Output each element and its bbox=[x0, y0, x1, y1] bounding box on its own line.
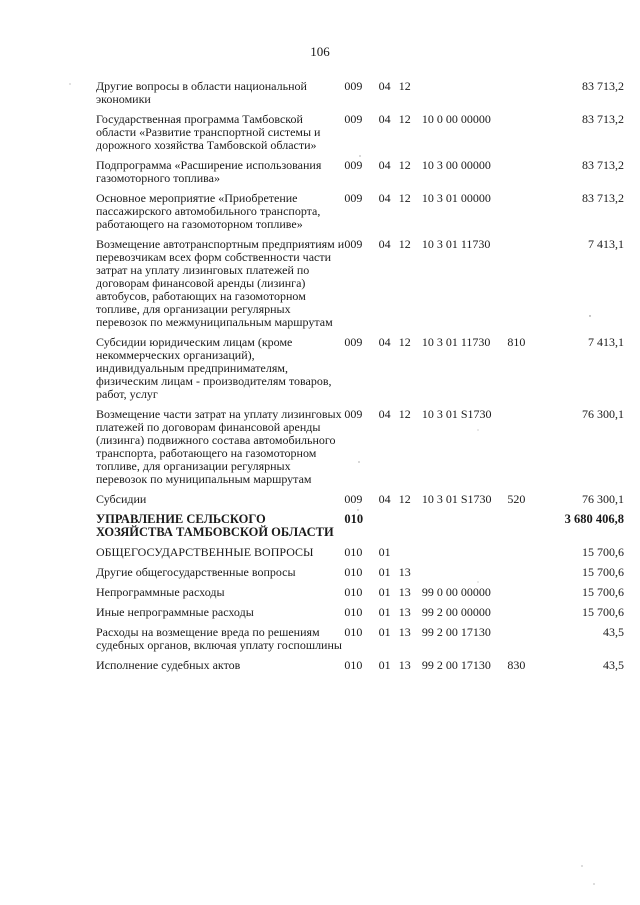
row-section-code: 04 bbox=[378, 335, 391, 349]
table-row bbox=[96, 238, 624, 336]
row-ved-code: 009 bbox=[344, 191, 363, 205]
row-subsection-code: 12 bbox=[398, 492, 411, 506]
table-row bbox=[96, 546, 624, 566]
row-target-article: 10 3 01 11730 bbox=[421, 237, 491, 251]
row-amount: 43,5 bbox=[603, 625, 624, 639]
scan-speck bbox=[69, 83, 70, 84]
row-target-article bbox=[422, 80, 507, 113]
row-target-article: 10 3 01 S1730 bbox=[421, 407, 492, 421]
row-ved-code: 009 bbox=[344, 335, 363, 349]
row-name: Непрограммные расходы bbox=[96, 585, 225, 599]
row-name: Иные непрограммные расходы bbox=[96, 605, 254, 619]
row-amount: 83 713,2 bbox=[582, 191, 624, 205]
row-target-article: 10 3 01 00000 bbox=[421, 191, 491, 205]
row-amount: 15 700,6 bbox=[582, 605, 624, 619]
row-subsection-code bbox=[399, 546, 422, 566]
row-expense-type bbox=[507, 113, 547, 159]
budget-table bbox=[96, 80, 624, 679]
row-ved-code: 009 bbox=[344, 237, 363, 251]
row-section-code: 04 bbox=[378, 158, 391, 172]
row-target-article: 99 2 00 00000 bbox=[421, 605, 491, 619]
row-name: Другие общегосударственные вопросы bbox=[96, 565, 296, 579]
table-row bbox=[96, 192, 624, 238]
row-ved-code: 009 bbox=[344, 492, 363, 506]
row-target-article bbox=[422, 513, 507, 546]
row-ved-code: 009 bbox=[344, 407, 363, 421]
row-amount: 15 700,6 bbox=[582, 565, 624, 579]
row-amount: 83 713,2 bbox=[582, 158, 624, 172]
row-section-code bbox=[379, 513, 399, 546]
row-amount: 7 413,1 bbox=[588, 335, 624, 349]
row-subsection-code: 13 bbox=[398, 585, 411, 599]
row-amount: 3 680 406,8 bbox=[564, 512, 624, 526]
row-target-article: 99 0 00 00000 bbox=[421, 585, 491, 599]
row-ved-code: 010 bbox=[344, 545, 363, 559]
row-amount: 83 713,2 bbox=[582, 79, 624, 93]
table-row bbox=[96, 159, 624, 192]
row-expense-type bbox=[507, 546, 547, 566]
row-amount: 43,5 bbox=[603, 658, 624, 672]
row-target-article: 99 2 00 17130 bbox=[421, 658, 491, 672]
table-row bbox=[96, 113, 624, 159]
row-name: Государственная программа Тамбовской области «Развитие транспортной системы и дорожного хозяйства Тамбовской области» bbox=[96, 112, 321, 152]
table-row bbox=[96, 493, 624, 513]
row-section-code: 04 bbox=[378, 492, 391, 506]
row-target-article bbox=[422, 566, 507, 586]
row-amount: 15 700,6 bbox=[582, 545, 624, 559]
row-expense-type: 520 bbox=[507, 492, 526, 506]
row-name: Возмещение части затрат на уплату лизинговых платежей по договорам финансовой аренды (лизинга) подвижного состава автомобильного транспорта, работающего на газомоторном топливе, для организации регулярных перевозок по муниципальным маршрутам bbox=[96, 407, 342, 486]
row-subsection-code: 12 bbox=[398, 191, 411, 205]
row-expense-type bbox=[507, 626, 547, 659]
table-row bbox=[96, 626, 624, 659]
table-row bbox=[96, 566, 624, 586]
row-ved-code: 010 bbox=[344, 625, 363, 639]
row-ved-code: 010 bbox=[344, 605, 363, 619]
row-section-code: 01 bbox=[378, 585, 391, 599]
row-section-code: 01 bbox=[378, 565, 391, 579]
row-expense-type bbox=[507, 566, 547, 586]
row-target-article: 10 3 01 11730 bbox=[421, 335, 491, 349]
row-subsection-code: 13 bbox=[398, 625, 411, 639]
row-ved-code: 009 bbox=[344, 79, 363, 93]
row-expense-type bbox=[507, 80, 547, 113]
table-row bbox=[96, 336, 624, 408]
row-subsection-code: 13 bbox=[398, 658, 411, 672]
row-ved-code: 010 bbox=[344, 658, 363, 672]
row-subsection-code: 13 bbox=[398, 605, 411, 619]
row-amount: 83 713,2 bbox=[582, 112, 624, 126]
row-ved-code: 010 bbox=[344, 512, 364, 526]
row-subsection-code: 12 bbox=[398, 407, 411, 421]
page-number: 106 bbox=[310, 44, 330, 59]
row-name: Субсидии bbox=[96, 492, 147, 506]
row-name: Подпрограмма «Расширение использования газомоторного топлива» bbox=[96, 158, 322, 185]
row-section-code: 01 bbox=[378, 658, 391, 672]
row-name: Основное мероприятие «Приобретение пассажирского автомобильного транспорта, работающего на газомоторном топливе» bbox=[96, 191, 321, 231]
row-subsection-code: 12 bbox=[398, 112, 411, 126]
row-name: УПРАВЛЕНИЕ СЕЛЬСКОГО ХОЗЯЙСТВА ТАМБОВСКОЙ ОБЛАСТИ bbox=[96, 512, 334, 539]
row-subsection-code: 12 bbox=[398, 335, 411, 349]
row-target-article: 10 3 01 S1730 bbox=[421, 492, 492, 506]
row-name: Другие вопросы в области национальной экономики bbox=[96, 79, 307, 106]
row-expense-type: 810 bbox=[507, 335, 526, 349]
row-subsection-code bbox=[399, 513, 422, 546]
row-expense-type bbox=[507, 192, 547, 238]
row-ved-code: 010 bbox=[344, 585, 363, 599]
row-subsection-code: 12 bbox=[398, 79, 411, 93]
scan-speck bbox=[581, 865, 582, 866]
table-row bbox=[96, 606, 624, 626]
row-target-article: 10 3 00 00000 bbox=[421, 158, 491, 172]
row-subsection-code: 12 bbox=[398, 237, 411, 251]
table-row bbox=[96, 80, 624, 113]
row-ved-code: 009 bbox=[344, 112, 363, 126]
row-name: Субсидии юридическим лицам (кроме некоммерческих организаций), индивидуальным предпринимателям, физическим лицам - производителям товаров, работ, услуг bbox=[96, 335, 332, 401]
row-expense-type bbox=[507, 159, 547, 192]
row-section-code: 04 bbox=[378, 79, 391, 93]
row-name: Исполнение судебных актов bbox=[96, 658, 241, 672]
row-amount: 7 413,1 bbox=[588, 237, 624, 251]
row-section-code: 04 bbox=[378, 191, 391, 205]
row-section-code: 01 bbox=[378, 545, 391, 559]
table-row bbox=[96, 586, 624, 606]
table-body bbox=[96, 80, 624, 679]
table-row bbox=[96, 659, 624, 679]
row-target-article: 10 0 00 00000 bbox=[421, 112, 491, 126]
row-section-code: 04 bbox=[378, 112, 391, 126]
scan-speck bbox=[593, 883, 594, 884]
row-section-code: 01 bbox=[378, 605, 391, 619]
row-section-code: 01 bbox=[378, 625, 391, 639]
table-row bbox=[96, 513, 624, 546]
table-row bbox=[96, 408, 624, 493]
row-expense-type: 830 bbox=[507, 658, 526, 672]
row-expense-type bbox=[507, 238, 547, 336]
row-subsection-code: 13 bbox=[398, 565, 411, 579]
row-section-code: 04 bbox=[378, 237, 391, 251]
row-name: ОБЩЕГОСУДАРСТВЕННЫЕ ВОПРОСЫ bbox=[96, 545, 314, 559]
row-subsection-code: 12 bbox=[398, 158, 411, 172]
row-amount: 76 300,1 bbox=[582, 492, 624, 506]
row-target-article: 99 2 00 17130 bbox=[421, 625, 491, 639]
row-ved-code: 009 bbox=[344, 158, 363, 172]
row-section-code: 04 bbox=[378, 407, 391, 421]
row-ved-code: 010 bbox=[344, 565, 363, 579]
row-expense-type bbox=[507, 586, 547, 606]
row-amount: 15 700,6 bbox=[582, 585, 624, 599]
row-expense-type bbox=[507, 408, 547, 493]
row-name: Расходы на возмещение вреда по решениям судебных органов, включая уплату госпошлины bbox=[96, 625, 342, 652]
row-target-article bbox=[422, 546, 507, 566]
row-amount: 76 300,1 bbox=[582, 407, 624, 421]
row-name: Возмещение автотранспортным предприятиям и перевозчикам всех форм собственности части затрат на уплату лизинговых платежей по договорам финансовой аренды (лизинга) автобусов, работающих на газомоторном топливе, для организации регулярных перевозок по межмуниципальным маршрутам bbox=[96, 237, 345, 329]
row-expense-type bbox=[507, 606, 547, 626]
row-expense-type bbox=[507, 513, 547, 546]
